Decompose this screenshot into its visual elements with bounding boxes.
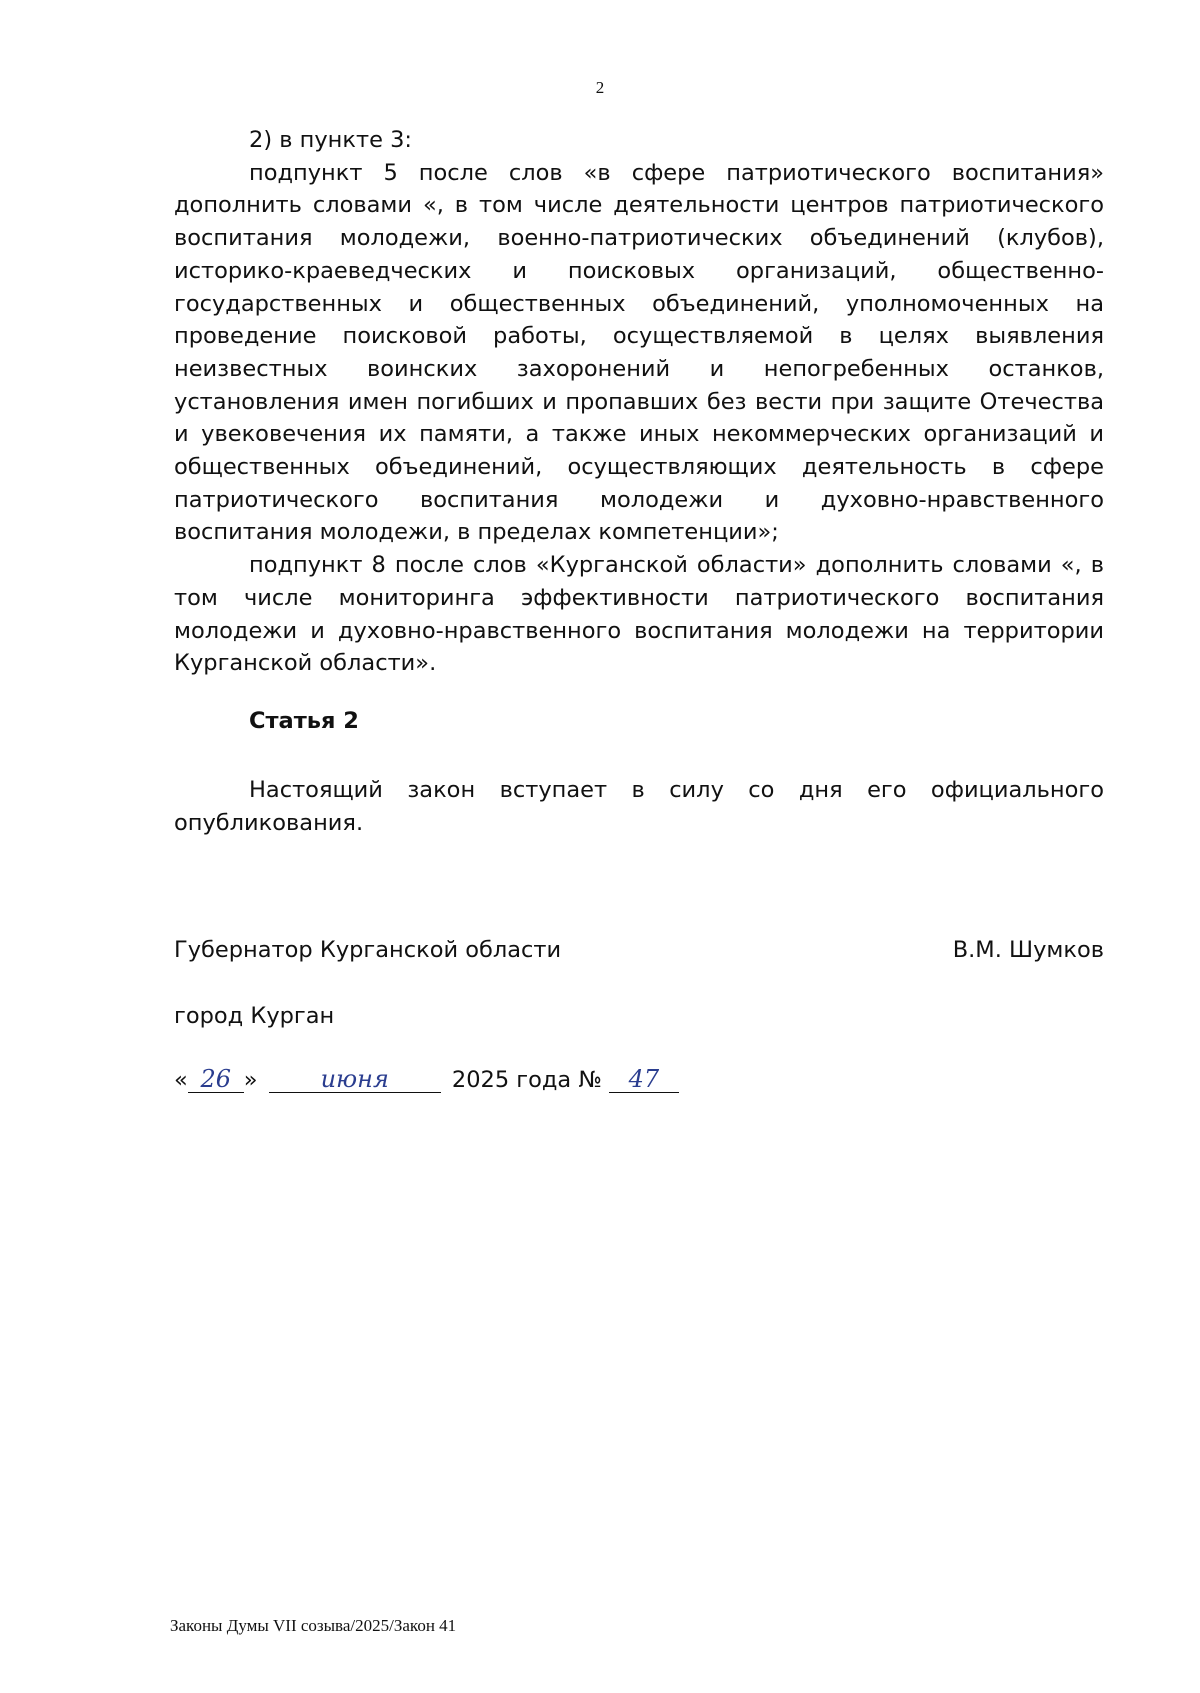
date-month-handwritten: июня (269, 1066, 441, 1093)
page-number: 2 (595, 78, 605, 97)
date-open-quote: « (174, 1067, 188, 1093)
signatory-name: В.М. Шумков (952, 937, 1104, 963)
article-2-section (174, 774, 1104, 839)
article-2-text: Настоящий закон вступает в силу со дня его официального опубликования. (174, 777, 1104, 836)
amendments-section (174, 124, 1104, 680)
amendment-point-2: 2) в пункте 3: (249, 127, 412, 153)
amendment-subpoint-8: подпункт 8 после слов «Курганской области» дополнить словами «, в том числе мониторинга эффективности патриотического воспитания молодежи и духовно-нравственного воспитания молодежи на территории Курганской области». (174, 552, 1104, 677)
signatory-position: Губернатор Курганской области (174, 937, 562, 963)
date-line (174, 1066, 679, 1093)
date-day-handwritten: 26 (188, 1066, 244, 1093)
date-year-text: 2025 года № (451, 1067, 602, 1093)
city-line: город Курган (174, 1003, 335, 1029)
article-2-heading: Статья 2 (249, 708, 359, 734)
signature-block (174, 937, 1104, 963)
law-number-handwritten: 47 (609, 1066, 679, 1093)
footer-reference: Законы Думы VII созыва/2025/Закон 41 (170, 1616, 457, 1635)
amendment-subpoint-5: подпункт 5 после слов «в сфере патриотического воспитания» дополнить словами «, в том числе деятельности центров патриотического воспитания молодежи, военно-патриотических объединений (клубов), историко-краеведческих и поисковых организаций, общественно-государственных и общественных объединений, уполномоченных на проведение поисковой работы, осуществляемой в целях выявления неизвестных воинских захоронений и непогребенных останков, установления имен погибших и пропавших без вести при защите Отечества и увековечения их памяти, а также иных некоммерческих организаций и общественных объединений, осуществляющих деятельность в сфере патриотического воспитания молодежи и духовно-нравственного воспитания молодежи, в пределах компетенции»; (174, 159, 1104, 546)
date-close-quote: » (243, 1067, 258, 1093)
